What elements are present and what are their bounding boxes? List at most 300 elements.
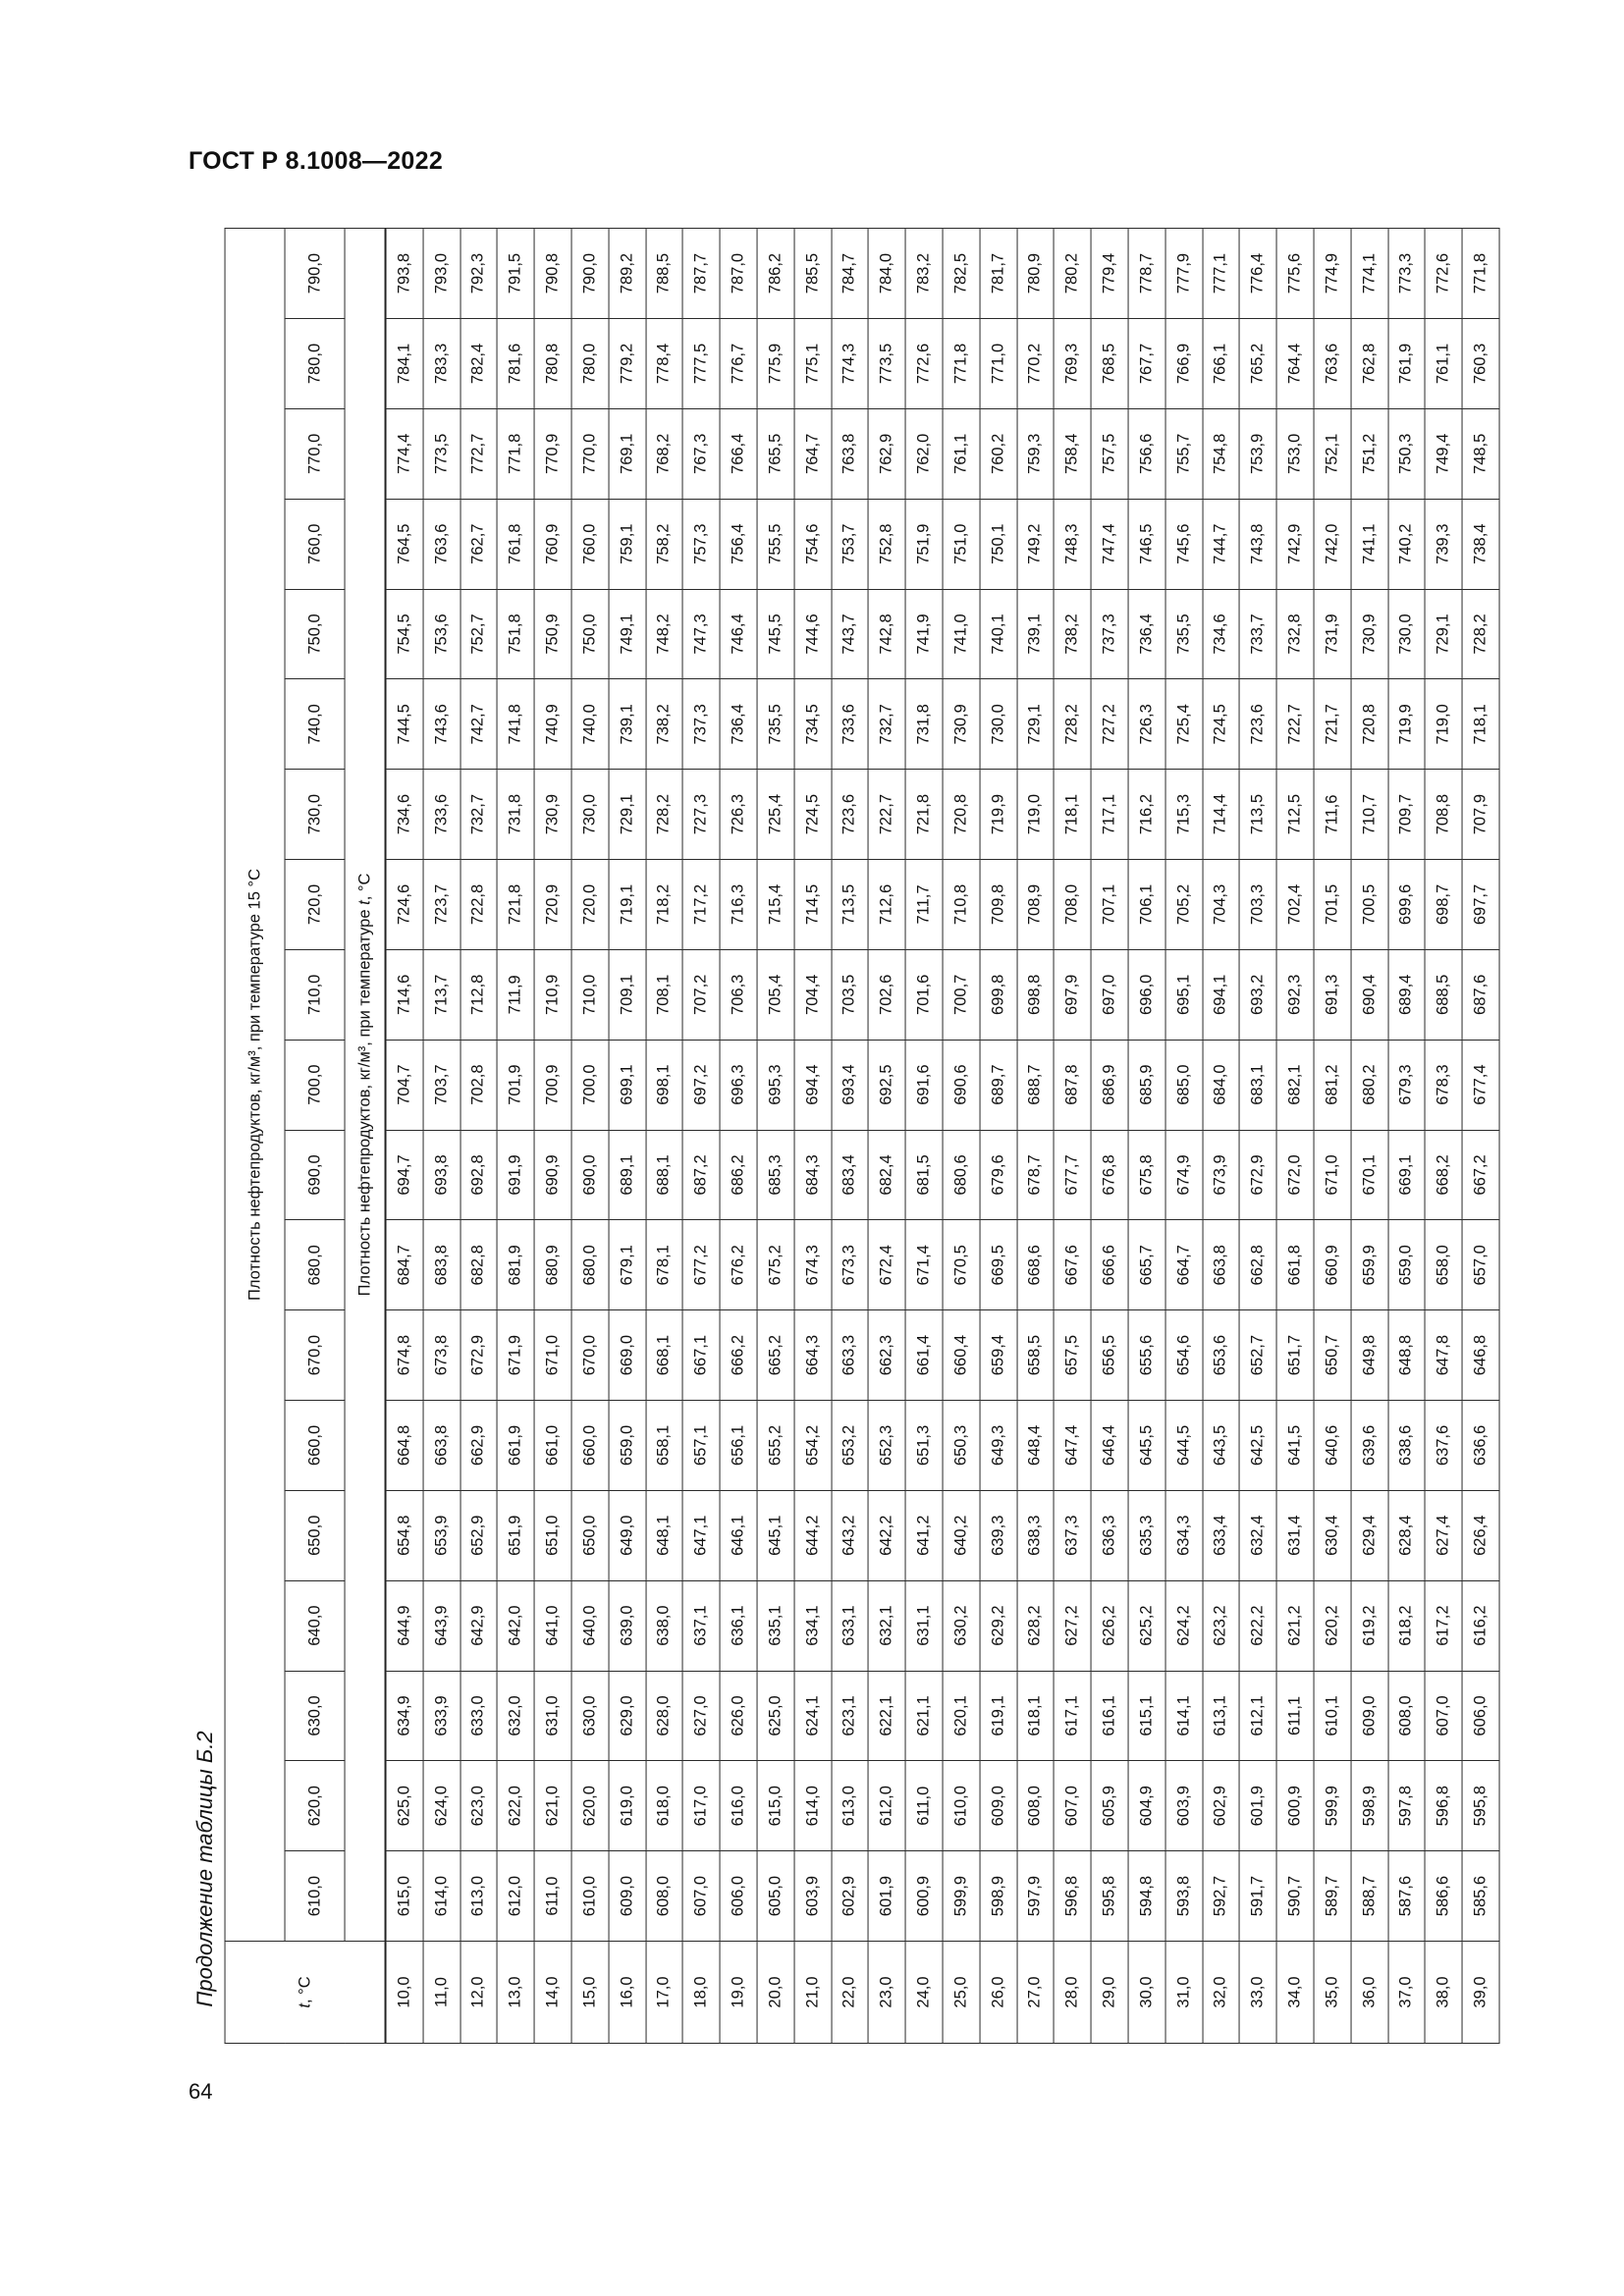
density-cell: 644,5 <box>1165 1401 1203 1491</box>
density-cell: 711,9 <box>497 949 534 1040</box>
density-cell: 670,0 <box>571 1310 609 1401</box>
density-cell: 608,0 <box>1017 1761 1055 1851</box>
density-cell: 660,9 <box>1314 1220 1351 1310</box>
density-cell: 710,9 <box>534 949 571 1040</box>
temperature-cell: 22,0 <box>832 1942 869 2044</box>
density-cell: 654,8 <box>386 1490 423 1580</box>
top-header: Плотность нефтепродуктов, кг/м³, при температуре 15 °C <box>225 229 285 1942</box>
density-cell: 638,3 <box>1017 1490 1055 1580</box>
density-cell: 729,1 <box>1017 679 1055 770</box>
density-cell: 783,2 <box>905 229 943 319</box>
density-cell: 719,9 <box>1388 679 1426 770</box>
header-row-sub <box>345 229 386 2044</box>
density-cell: 676,2 <box>720 1220 757 1310</box>
temperature-cell: 19,0 <box>720 1942 757 2044</box>
density-cell: 784,1 <box>386 319 423 409</box>
density-cell: 648,4 <box>1017 1401 1055 1491</box>
density-cell: 660,4 <box>943 1310 980 1401</box>
density-cell: 599,9 <box>943 1851 980 1942</box>
temperature-cell: 29,0 <box>1091 1942 1128 2044</box>
density-cell: 707,9 <box>1462 770 1499 860</box>
density-cell: 750,0 <box>571 589 609 679</box>
density-cell: 680,0 <box>571 1220 609 1310</box>
density-cell: 637,1 <box>682 1580 720 1671</box>
density-cell: 774,4 <box>386 408 423 499</box>
density-cell: 783,3 <box>423 319 460 409</box>
density-cell: 720,8 <box>1351 679 1388 770</box>
density-cell: 667,6 <box>1054 1220 1091 1310</box>
density-cell: 719,0 <box>1425 679 1462 770</box>
density-cell: 691,3 <box>1314 949 1351 1040</box>
density-cell: 753,7 <box>832 499 869 589</box>
density-column-header: 660,0 <box>285 1401 345 1491</box>
density-cell: 610,1 <box>1314 1671 1351 1761</box>
density-cell: 784,7 <box>832 229 869 319</box>
table-row <box>571 229 609 2044</box>
density-cell: 757,3 <box>682 499 720 589</box>
density-cell: 674,8 <box>386 1310 423 1401</box>
temperature-cell: 23,0 <box>868 1942 905 2044</box>
density-column-header: 640,0 <box>285 1580 345 1671</box>
density-cell: 622,1 <box>868 1671 905 1761</box>
density-cell: 662,3 <box>868 1310 905 1401</box>
temperature-cell: 27,0 <box>1017 1942 1055 2044</box>
density-cell: 595,8 <box>1462 1761 1499 1851</box>
density-cell: 661,4 <box>905 1310 943 1401</box>
density-cell: 659,0 <box>1388 1220 1426 1310</box>
density-cell: 651,3 <box>905 1401 943 1491</box>
density-cell: 718,1 <box>1462 679 1499 770</box>
density-cell: 698,1 <box>646 1040 683 1130</box>
density-cell: 659,0 <box>609 1401 646 1491</box>
density-cell: 739,3 <box>1425 499 1462 589</box>
density-cell: 684,0 <box>1203 1040 1240 1130</box>
density-cell: 687,2 <box>682 1130 720 1220</box>
density-cell: 760,0 <box>571 499 609 589</box>
density-cell: 694,4 <box>794 1040 832 1130</box>
density-cell: 728,2 <box>1054 679 1091 770</box>
density-cell: 723,6 <box>832 770 869 860</box>
density-cell: 753,9 <box>1239 408 1276 499</box>
density-cell: 741,8 <box>497 679 534 770</box>
density-cell: 776,7 <box>720 319 757 409</box>
density-cell: 748,5 <box>1462 408 1499 499</box>
density-cell: 688,5 <box>1425 949 1462 1040</box>
density-cell: 762,9 <box>868 408 905 499</box>
temperature-cell: 39,0 <box>1462 1942 1499 2044</box>
density-cell: 699,8 <box>980 949 1017 1040</box>
density-cell: 728,2 <box>1462 589 1499 679</box>
density-cell: 623,2 <box>1203 1580 1240 1671</box>
density-cell: 725,4 <box>757 770 794 860</box>
density-cell: 603,9 <box>794 1851 832 1942</box>
density-cell: 636,1 <box>720 1580 757 1671</box>
density-cell: 741,1 <box>1351 499 1388 589</box>
density-cell: 764,4 <box>1276 319 1314 409</box>
density-cell: 691,6 <box>905 1040 943 1130</box>
density-cell: 618,1 <box>1017 1671 1055 1761</box>
density-cell: 607,0 <box>1054 1761 1091 1851</box>
density-cell: 772,7 <box>460 408 498 499</box>
density-cell: 742,8 <box>868 589 905 679</box>
density-cell: 753,0 <box>1276 408 1314 499</box>
density-cell: 595,8 <box>1091 1851 1128 1942</box>
density-cell: 752,7 <box>460 589 498 679</box>
density-cell: 717,1 <box>1091 770 1128 860</box>
density-cell: 614,0 <box>423 1851 460 1942</box>
density-column-header: 610,0 <box>285 1851 345 1942</box>
density-cell: 752,8 <box>868 499 905 589</box>
density-cell: 697,2 <box>682 1040 720 1130</box>
sub-header-prefix: Плотность нефтепродуктов, кг/м³, при температуре <box>355 904 374 1297</box>
density-cell: 738,4 <box>1462 499 1499 589</box>
density-cell: 750,9 <box>534 589 571 679</box>
density-cell: 774,9 <box>1314 229 1351 319</box>
density-cell: 675,8 <box>1128 1130 1165 1220</box>
density-cell: 793,0 <box>423 229 460 319</box>
density-cell: 710,8 <box>943 860 980 950</box>
density-cell: 613,0 <box>832 1761 869 1851</box>
density-cell: 613,0 <box>460 1851 498 1942</box>
density-cell: 647,8 <box>1425 1310 1462 1401</box>
density-cell: 664,7 <box>1165 1220 1203 1310</box>
density-cell: 709,7 <box>1388 770 1426 860</box>
density-cell: 744,7 <box>1203 499 1240 589</box>
density-cell: 605,0 <box>757 1851 794 1942</box>
temperature-cell: 14,0 <box>534 1942 571 2044</box>
density-cell: 777,9 <box>1165 229 1203 319</box>
density-cell: 700,7 <box>943 949 980 1040</box>
density-cell: 720,8 <box>943 770 980 860</box>
density-cell: 608,0 <box>646 1851 683 1942</box>
density-cell: 756,6 <box>1128 408 1165 499</box>
density-cell: 733,6 <box>423 770 460 860</box>
density-cell: 767,3 <box>682 408 720 499</box>
density-cell: 699,6 <box>1388 860 1426 950</box>
density-cell: 771,0 <box>980 319 1017 409</box>
density-cell: 751,9 <box>905 499 943 589</box>
density-cell: 762,7 <box>460 499 498 589</box>
table-row <box>1091 229 1128 2044</box>
density-cell: 624,0 <box>423 1761 460 1851</box>
density-cell: 710,0 <box>571 949 609 1040</box>
density-cell: 730,0 <box>980 679 1017 770</box>
density-cell: 749,4 <box>1425 408 1462 499</box>
density-cell: 727,2 <box>1091 679 1128 770</box>
density-cell: 757,5 <box>1091 408 1128 499</box>
density-cell: 647,1 <box>682 1490 720 1580</box>
density-cell: 613,1 <box>1203 1671 1240 1761</box>
density-cell: 743,7 <box>832 589 869 679</box>
density-cell: 633,0 <box>460 1671 498 1761</box>
caption-container <box>188 1692 222 2046</box>
density-cell: 726,3 <box>720 770 757 860</box>
density-cell: 708,8 <box>1425 770 1462 860</box>
density-cell: 742,9 <box>1276 499 1314 589</box>
density-cell: 787,7 <box>682 229 720 319</box>
density-cell: 596,8 <box>1054 1851 1091 1942</box>
density-cell: 708,1 <box>646 949 683 1040</box>
density-cell: 667,2 <box>1462 1130 1499 1220</box>
density-cell: 691,9 <box>497 1130 534 1220</box>
density-cell: 700,0 <box>571 1040 609 1130</box>
density-cell: 654,2 <box>794 1401 832 1491</box>
density-cell: 644,9 <box>386 1580 423 1671</box>
density-cell: 764,7 <box>794 408 832 499</box>
density-cell: 667,1 <box>682 1310 720 1401</box>
density-cell: 718,1 <box>1054 770 1091 860</box>
density-cell: 672,4 <box>868 1220 905 1310</box>
corner-header-unit: , °C <box>296 1976 314 2004</box>
density-cell: 648,8 <box>1388 1310 1426 1401</box>
density-cell: 685,3 <box>757 1130 794 1220</box>
density-cell: 773,3 <box>1388 229 1426 319</box>
density-cell: 731,8 <box>905 679 943 770</box>
density-cell: 688,1 <box>646 1130 683 1220</box>
density-cell: 657,0 <box>1462 1220 1499 1310</box>
density-cell: 631,4 <box>1276 1490 1314 1580</box>
density-cell: 632,0 <box>497 1671 534 1761</box>
density-cell: 721,8 <box>905 770 943 860</box>
table-row <box>1425 229 1462 2044</box>
density-cell: 616,0 <box>720 1761 757 1851</box>
density-cell: 609,0 <box>980 1761 1017 1851</box>
density-cell: 620,1 <box>943 1671 980 1761</box>
density-cell: 731,8 <box>497 770 534 860</box>
density-cell: 763,8 <box>832 408 869 499</box>
density-cell: 793,8 <box>386 229 423 319</box>
density-cell: 736,4 <box>1128 589 1165 679</box>
density-cell: 733,6 <box>832 679 869 770</box>
density-cell: 660,0 <box>571 1401 609 1491</box>
density-cell: 713,7 <box>423 949 460 1040</box>
temperature-cell: 34,0 <box>1276 1942 1314 2044</box>
density-cell: 661,9 <box>497 1401 534 1491</box>
density-cell: 639,6 <box>1351 1401 1388 1491</box>
density-cell: 657,1 <box>682 1401 720 1491</box>
density-cell: 766,9 <box>1165 319 1203 409</box>
density-column-header: 710,0 <box>285 949 345 1040</box>
temperature-cell: 32,0 <box>1203 1942 1240 2044</box>
density-cell: 743,6 <box>423 679 460 770</box>
density-cell: 708,9 <box>1017 860 1055 950</box>
density-cell: 680,9 <box>534 1220 571 1310</box>
density-cell: 680,2 <box>1351 1040 1388 1130</box>
temperature-cell: 31,0 <box>1165 1942 1203 2044</box>
density-cell: 669,0 <box>609 1310 646 1401</box>
density-cell: 759,3 <box>1017 408 1055 499</box>
density-cell: 776,4 <box>1239 229 1276 319</box>
density-cell: 775,6 <box>1276 229 1314 319</box>
density-cell: 706,1 <box>1128 860 1165 950</box>
density-cell: 762,0 <box>905 408 943 499</box>
density-cell: 788,5 <box>646 229 683 319</box>
temperature-cell: 18,0 <box>682 1942 720 2044</box>
density-cell: 771,8 <box>943 319 980 409</box>
table-row <box>1239 229 1276 2044</box>
density-cell: 702,4 <box>1276 860 1314 950</box>
density-cell: 734,5 <box>794 679 832 770</box>
density-cell: 610,0 <box>943 1761 980 1851</box>
density-cell: 648,1 <box>646 1490 683 1580</box>
density-cell: 696,3 <box>720 1040 757 1130</box>
density-cell: 687,8 <box>1054 1040 1091 1130</box>
density-cell: 759,1 <box>609 499 646 589</box>
density-cell: 695,1 <box>1165 949 1203 1040</box>
density-cell: 626,4 <box>1462 1490 1499 1580</box>
density-cell: 780,0 <box>571 319 609 409</box>
density-cell: 693,2 <box>1239 949 1276 1040</box>
density-cell: 684,3 <box>794 1130 832 1220</box>
table-row <box>980 229 1017 2044</box>
density-cell: 678,1 <box>646 1220 683 1310</box>
density-cell: 606,0 <box>720 1851 757 1942</box>
density-cell: 770,9 <box>534 408 571 499</box>
density-cell: 650,0 <box>571 1490 609 1580</box>
density-cell: 758,2 <box>646 499 683 589</box>
density-cell: 632,1 <box>868 1580 905 1671</box>
density-cell: 672,0 <box>1276 1130 1314 1220</box>
density-cell: 728,2 <box>646 770 683 860</box>
density-cell: 699,1 <box>609 1040 646 1130</box>
density-cell: 612,0 <box>497 1851 534 1942</box>
sub-header-suffix: , °C <box>355 873 374 901</box>
density-cell: 781,7 <box>980 229 1017 319</box>
density-cell: 641,5 <box>1276 1401 1314 1491</box>
temperature-cell: 11,0 <box>423 1942 460 2044</box>
density-cell: 671,0 <box>534 1310 571 1401</box>
density-cell: 745,6 <box>1165 499 1203 589</box>
temperature-cell: 20,0 <box>757 1942 794 2044</box>
density-cell: 669,1 <box>1388 1130 1426 1220</box>
density-cell: 678,3 <box>1425 1040 1462 1130</box>
density-cell: 596,8 <box>1425 1761 1462 1851</box>
density-cell: 625,0 <box>757 1671 794 1761</box>
table-row <box>423 229 460 2044</box>
temperature-cell: 13,0 <box>497 1942 534 2044</box>
density-cell: 588,7 <box>1351 1851 1388 1942</box>
density-cell: 715,3 <box>1165 770 1203 860</box>
table-row <box>1165 229 1203 2044</box>
density-cell: 673,8 <box>423 1310 460 1401</box>
density-cell: 754,8 <box>1203 408 1240 499</box>
density-cell: 619,0 <box>609 1761 646 1851</box>
density-cell: 601,9 <box>1239 1761 1276 1851</box>
density-cell: 609,0 <box>1351 1671 1388 1761</box>
density-cell: 649,0 <box>609 1490 646 1580</box>
density-cell: 637,6 <box>1425 1401 1462 1491</box>
density-cell: 670,5 <box>943 1220 980 1310</box>
density-cell: 642,5 <box>1239 1401 1276 1491</box>
density-cell: 662,9 <box>460 1401 498 1491</box>
density-cell: 712,6 <box>868 860 905 950</box>
density-cell: 642,0 <box>497 1580 534 1671</box>
density-cell: 658,1 <box>646 1401 683 1491</box>
density-cell: 724,6 <box>386 860 423 950</box>
table-row <box>943 229 980 2044</box>
density-cell: 606,0 <box>1462 1671 1499 1761</box>
density-cell: 746,4 <box>720 589 757 679</box>
density-cell: 616,1 <box>1091 1671 1128 1761</box>
density-cell: 683,4 <box>832 1130 869 1220</box>
density-cell: 662,8 <box>1239 1220 1276 1310</box>
density-cell: 755,7 <box>1165 408 1203 499</box>
density-cell: 681,5 <box>905 1130 943 1220</box>
density-column-header: 730,0 <box>285 770 345 860</box>
density-cell: 732,7 <box>868 679 905 770</box>
density-cell: 750,3 <box>1388 408 1426 499</box>
density-cell: 672,9 <box>1239 1130 1276 1220</box>
density-cell: 640,2 <box>943 1490 980 1580</box>
density-cell: 669,5 <box>980 1220 1017 1310</box>
table-row <box>1276 229 1314 2044</box>
density-cell: 739,1 <box>609 679 646 770</box>
density-cell: 626,2 <box>1091 1580 1128 1671</box>
density-cell: 738,2 <box>646 679 683 770</box>
density-cell: 634,1 <box>794 1580 832 1671</box>
density-cell: 602,9 <box>1203 1761 1240 1851</box>
density-cell: 751,0 <box>943 499 980 589</box>
density-cell: 763,6 <box>1314 319 1351 409</box>
density-cell: 760,9 <box>534 499 571 589</box>
density-cell: 713,5 <box>832 860 869 950</box>
density-cell: 635,3 <box>1128 1490 1165 1580</box>
density-cell: 748,3 <box>1054 499 1091 589</box>
temperature-cell: 12,0 <box>460 1942 498 2044</box>
temperature-cell: 26,0 <box>980 1942 1017 2044</box>
density-cell: 622,2 <box>1239 1580 1276 1671</box>
density-column-header: 670,0 <box>285 1310 345 1401</box>
density-cell: 730,0 <box>571 770 609 860</box>
density-cell: 687,6 <box>1462 949 1499 1040</box>
density-cell: 731,9 <box>1314 589 1351 679</box>
density-cell: 745,5 <box>757 589 794 679</box>
density-column-header: 700,0 <box>285 1040 345 1130</box>
density-cell: 640,6 <box>1314 1401 1351 1491</box>
density-cell: 723,7 <box>423 860 460 950</box>
density-cell: 737,3 <box>682 679 720 770</box>
density-cell: 598,9 <box>980 1851 1017 1942</box>
density-column-header: 740,0 <box>285 679 345 770</box>
density-cell: 675,2 <box>757 1220 794 1310</box>
table-row <box>646 229 683 2044</box>
density-cell: 720,9 <box>534 860 571 950</box>
density-cell: 791,5 <box>497 229 534 319</box>
density-cell: 688,7 <box>1017 1040 1055 1130</box>
density-cell: 779,2 <box>609 319 646 409</box>
density-cell: 747,3 <box>682 589 720 679</box>
density-cell: 600,9 <box>905 1851 943 1942</box>
density-cell: 721,8 <box>497 860 534 950</box>
density-cell: 633,4 <box>1203 1490 1240 1580</box>
density-cell: 592,7 <box>1203 1851 1240 1942</box>
density-cell: 767,7 <box>1128 319 1165 409</box>
density-cell: 766,4 <box>720 408 757 499</box>
density-cell: 646,4 <box>1091 1401 1128 1491</box>
density-cell: 631,0 <box>534 1671 571 1761</box>
density-cell: 786,2 <box>757 229 794 319</box>
density-cell: 775,9 <box>757 319 794 409</box>
density-cell: 630,0 <box>571 1671 609 1761</box>
density-cell: 730,9 <box>1351 589 1388 679</box>
density-cell: 607,0 <box>1425 1671 1462 1761</box>
sub-header-t: t <box>355 900 374 905</box>
density-cell: 631,1 <box>905 1580 943 1671</box>
temperature-cell: 21,0 <box>794 1942 832 2044</box>
density-cell: 683,1 <box>1239 1040 1276 1130</box>
table-row <box>1017 229 1055 2044</box>
density-cell: 625,2 <box>1128 1580 1165 1671</box>
